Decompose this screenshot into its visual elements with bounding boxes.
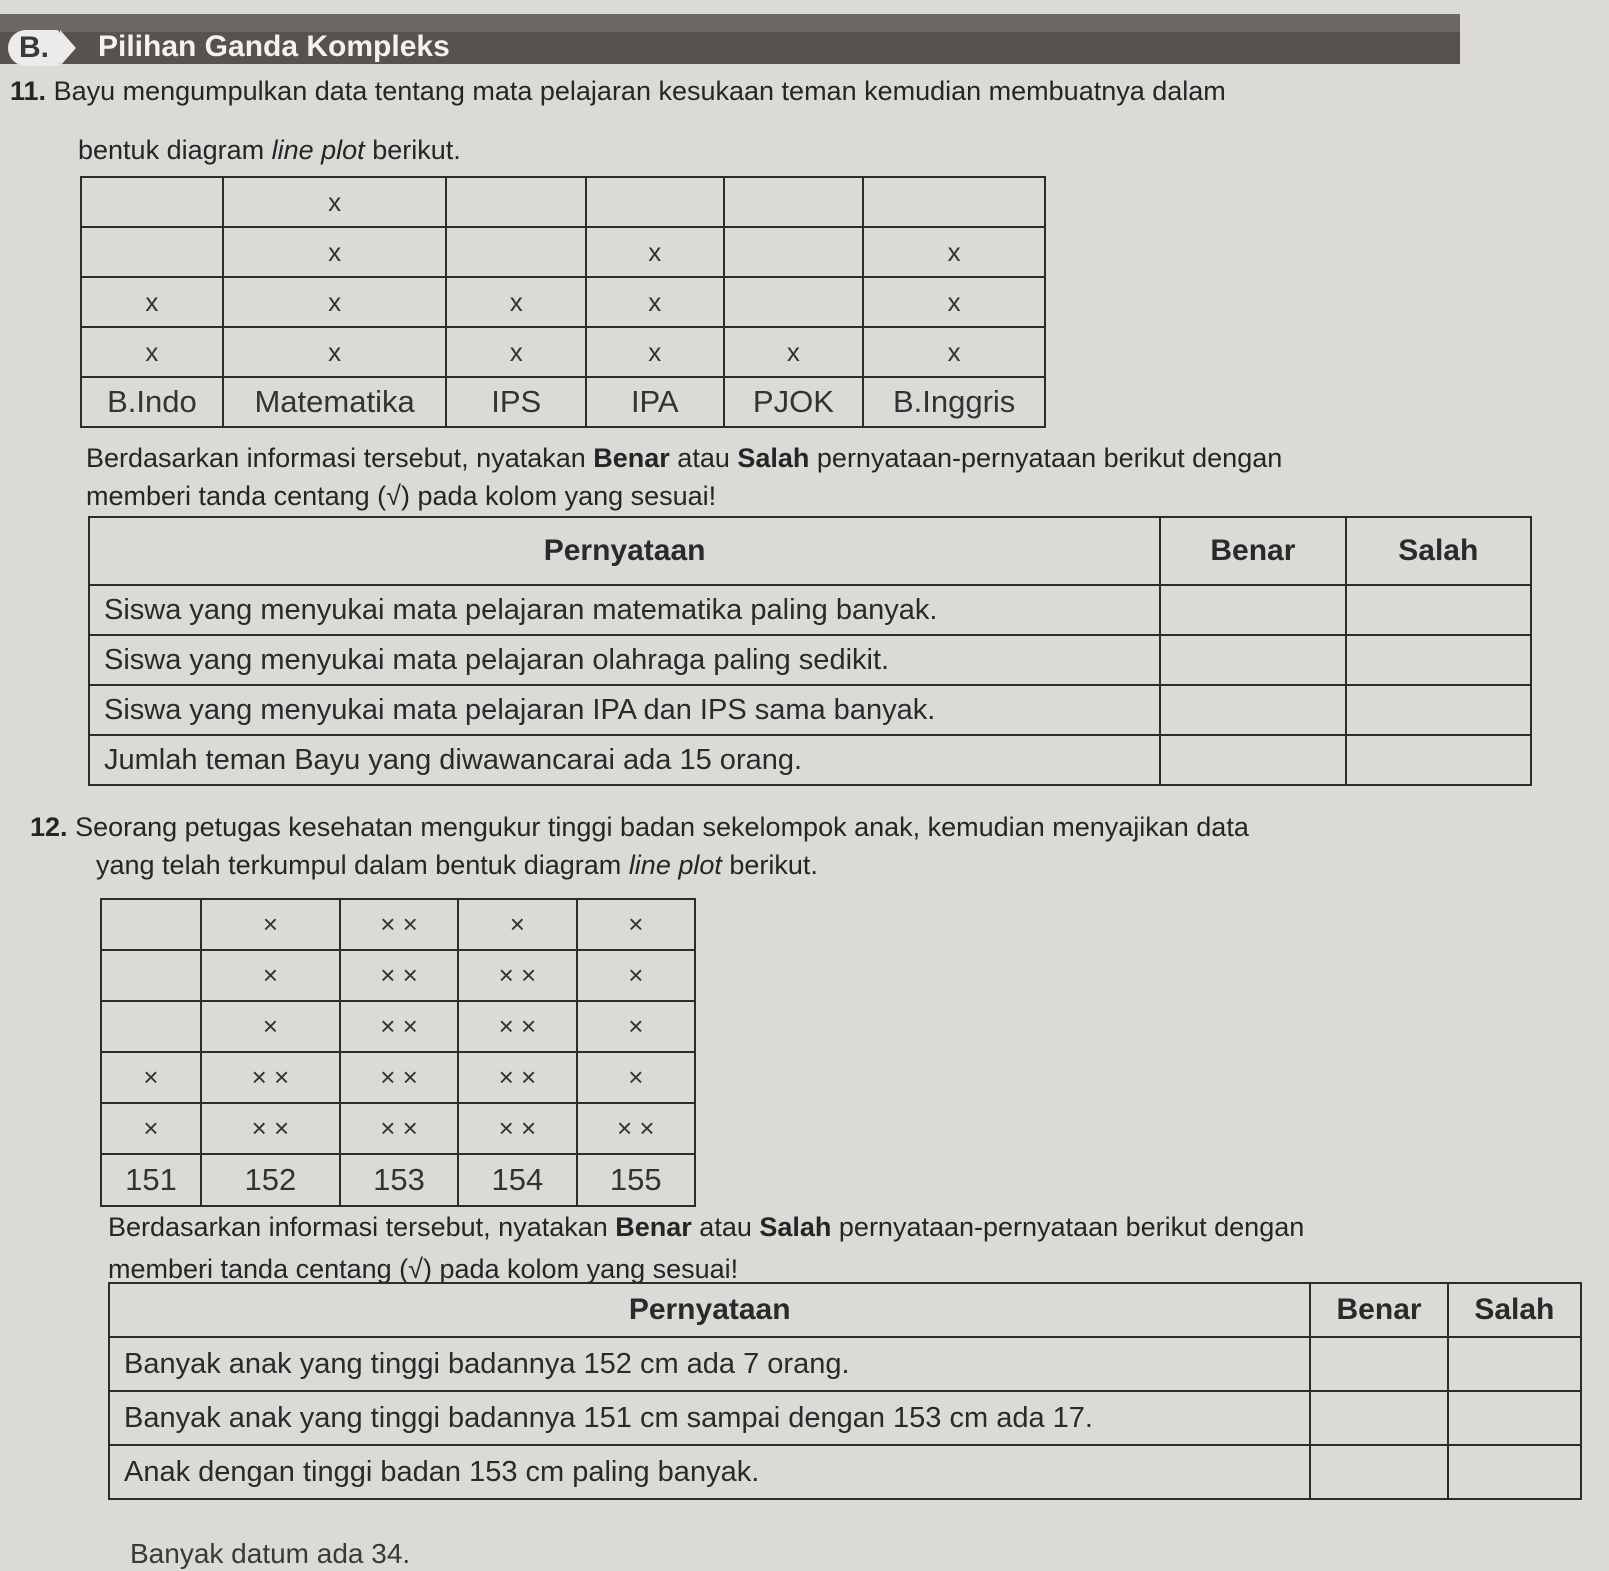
- q11-number: 11.: [10, 76, 47, 106]
- statement-text: Banyak anak yang tinggi badannya 152 cm ada 7 orang.: [109, 1337, 1310, 1391]
- plot-cell: × ×: [201, 1052, 340, 1103]
- plot-row: [81, 327, 1045, 377]
- plot-cell: × ×: [458, 1103, 576, 1154]
- q12-line2: [96, 850, 818, 881]
- statement-text: Siswa yang menyukai mata pelajaran IPA dan IPS sama banyak.: [89, 685, 1160, 735]
- plot-cell: ×: [577, 1052, 695, 1103]
- q12-number: 12.: [30, 812, 68, 842]
- statement-row: [89, 635, 1531, 685]
- plot-category-label: IPA: [586, 377, 724, 427]
- plot-cell: × ×: [458, 950, 576, 1001]
- salah-checkbox-cell[interactable]: [1448, 1391, 1581, 1445]
- q12-line-plot: [100, 898, 696, 1207]
- q12-line2-pre: yang telah terkumpul dalam bentuk diagram: [96, 850, 629, 880]
- benar-checkbox-cell[interactable]: [1160, 585, 1345, 635]
- plot-category-label: Matematika: [223, 377, 447, 427]
- plot-cell: × ×: [340, 899, 458, 950]
- plot-category-label: 151: [101, 1154, 201, 1206]
- plot-cell: × ×: [340, 1052, 458, 1103]
- plot-cell: [81, 177, 223, 227]
- q11-instr-post: pernyataan-pernyataan berikut dengan: [809, 443, 1283, 473]
- statement-row: [109, 1337, 1581, 1391]
- q12-instr-pre: Berdasarkan informasi tersebut, nyatakan: [108, 1212, 616, 1242]
- q12-instruction-2: memberi tanda centang (√) pada kolom yang sesuai!: [108, 1254, 739, 1284]
- plot-category-label: 155: [577, 1154, 695, 1206]
- plot-row: [101, 1001, 695, 1052]
- statement-header-row: [109, 1283, 1581, 1337]
- plot-cell: x: [81, 277, 223, 327]
- q11-instruction-1: [86, 443, 1282, 474]
- benar-header: Benar: [1310, 1283, 1447, 1337]
- q11-line-plot: [80, 176, 1046, 428]
- plot-cell: ×: [577, 1001, 695, 1052]
- q11-line1: [10, 76, 1226, 107]
- q11-instruction-2: memberi tanda centang (√) pada kolom yang sesuai!: [86, 481, 717, 511]
- q11-instr-pre: Berdasarkan informasi tersebut, nyatakan: [86, 443, 594, 473]
- plot-row: [81, 277, 1045, 327]
- plot-cell: x: [586, 277, 724, 327]
- salah-header: Salah: [1448, 1283, 1581, 1337]
- plot-cell: ×: [101, 1052, 201, 1103]
- plot-label-row: [101, 1154, 695, 1206]
- plot-category-label: PJOK: [724, 377, 864, 427]
- salah-checkbox-cell[interactable]: [1448, 1337, 1581, 1391]
- plot-row: [101, 899, 695, 950]
- statement-row: [109, 1391, 1581, 1445]
- plot-cell: [101, 950, 201, 1001]
- plot-row: [101, 1052, 695, 1103]
- statement-row: [89, 585, 1531, 635]
- plot-cell: [446, 177, 586, 227]
- plot-cell: × ×: [458, 1001, 576, 1052]
- plot-cell: ×: [101, 1103, 201, 1154]
- q11-instr-benar: Benar: [593, 443, 670, 473]
- plot-cell: ×: [201, 950, 340, 1001]
- plot-cell: x: [446, 277, 586, 327]
- plot-cell: [724, 177, 864, 227]
- benar-checkbox-cell[interactable]: [1160, 685, 1345, 735]
- plot-cell: x: [863, 277, 1045, 327]
- q11-line2: [78, 135, 461, 166]
- salah-checkbox-cell[interactable]: [1448, 1445, 1581, 1499]
- benar-checkbox-cell[interactable]: [1160, 635, 1345, 685]
- plot-cell: x: [223, 177, 447, 227]
- plot-cell: x: [81, 327, 223, 377]
- plot-cell: ×: [201, 1001, 340, 1052]
- statement-text: Siswa yang menyukai mata pelajaran olahraga paling sedikit.: [89, 635, 1160, 685]
- plot-label-row: [81, 377, 1045, 427]
- plot-cell: x: [223, 277, 447, 327]
- statement-text: Siswa yang menyukai mata pelajaran matematika paling banyak.: [89, 585, 1160, 635]
- q11-text-line1: Bayu mengumpulkan data tentang mata pelajaran kesukaan teman kemudian membuatnya dalam: [53, 76, 1226, 106]
- plot-category-label: B.Inggris: [863, 377, 1045, 427]
- plot-cell: × ×: [340, 1001, 458, 1052]
- statement-row: [89, 685, 1531, 735]
- benar-checkbox-cell[interactable]: [1160, 735, 1345, 785]
- plot-category-label: 154: [458, 1154, 576, 1206]
- q11-instr-salah: Salah: [737, 443, 810, 473]
- plot-cell: [101, 1001, 201, 1052]
- statement-header: Pernyataan: [109, 1283, 1310, 1337]
- q11-line2-em: line plot: [271, 135, 365, 165]
- plot-row: [101, 1103, 695, 1154]
- q11-statement-table: [88, 516, 1532, 786]
- plot-row: [101, 950, 695, 1001]
- q12-instr-mid: atau: [691, 1212, 760, 1242]
- plot-cell: [586, 177, 724, 227]
- q12-instr-salah: Salah: [759, 1212, 832, 1242]
- salah-checkbox-cell[interactable]: [1346, 585, 1531, 635]
- plot-cell: ×: [201, 899, 340, 950]
- statement-header: Pernyataan: [89, 517, 1160, 585]
- plot-cell: x: [863, 227, 1045, 277]
- plot-cell: x: [586, 327, 724, 377]
- q11-instr-mid: atau: [669, 443, 738, 473]
- plot-category-label: 152: [201, 1154, 340, 1206]
- plot-cell: x: [724, 327, 864, 377]
- q12-line2-em: line plot: [628, 850, 722, 880]
- plot-cell: ×: [458, 899, 576, 950]
- q12-instruction-1: [108, 1212, 1304, 1243]
- benar-checkbox-cell[interactable]: [1310, 1445, 1447, 1499]
- statement-row: [89, 735, 1531, 785]
- plot-cell: × ×: [340, 1103, 458, 1154]
- statement-header-row: [89, 517, 1531, 585]
- plot-cell: × ×: [458, 1052, 576, 1103]
- section-letter: B.: [19, 31, 49, 64]
- plot-row: [81, 227, 1045, 277]
- plot-cell: × ×: [340, 950, 458, 1001]
- q12-line2-post: berikut.: [721, 850, 818, 880]
- section-letter-badge: [8, 30, 60, 66]
- benar-checkbox-cell[interactable]: [1310, 1337, 1447, 1391]
- section-title: Pilihan Ganda Kompleks: [98, 30, 450, 63]
- salah-checkbox-cell[interactable]: [1346, 635, 1531, 685]
- q12-instr-post: pernyataan-pernyataan berikut dengan: [831, 1212, 1305, 1242]
- q12-cut-off-row-text: Banyak datum ada 34.: [130, 1538, 411, 1569]
- plot-cell: x: [446, 327, 586, 377]
- plot-cell: [724, 277, 864, 327]
- q12-text-line1: Seorang petugas kesehatan mengukur tinggi badan sekelompok anak, kemudian menyajikan data: [75, 812, 1249, 842]
- plot-cell: [101, 899, 201, 950]
- statement-row: [109, 1445, 1581, 1499]
- plot-cell: x: [863, 327, 1045, 377]
- q12-instr-benar: Benar: [615, 1212, 692, 1242]
- plot-cell: [863, 177, 1045, 227]
- salah-checkbox-cell[interactable]: [1346, 735, 1531, 785]
- plot-category-label: IPS: [446, 377, 586, 427]
- plot-cell: × ×: [577, 1103, 695, 1154]
- plot-cell: × ×: [201, 1103, 340, 1154]
- q11-line2-pre: bentuk diagram: [78, 135, 272, 165]
- plot-cell: [81, 227, 223, 277]
- salah-header: Salah: [1346, 517, 1531, 585]
- plot-cell: x: [223, 327, 447, 377]
- benar-checkbox-cell[interactable]: [1310, 1391, 1447, 1445]
- benar-header: Benar: [1160, 517, 1345, 585]
- plot-row: [81, 177, 1045, 227]
- salah-checkbox-cell[interactable]: [1346, 685, 1531, 735]
- section-arrow-icon: [60, 30, 76, 66]
- plot-cell: [446, 227, 586, 277]
- plot-cell: ×: [577, 950, 695, 1001]
- plot-cell: x: [586, 227, 724, 277]
- plot-category-label: B.Indo: [81, 377, 223, 427]
- plot-cell: ×: [577, 899, 695, 950]
- q12-statement-table: [108, 1282, 1582, 1500]
- plot-category-label: 153: [340, 1154, 458, 1206]
- statement-text: Anak dengan tinggi badan 153 cm paling banyak.: [109, 1445, 1310, 1499]
- q11-line2-post: berikut.: [364, 135, 461, 165]
- statement-text: Jumlah teman Bayu yang diwawancarai ada 15 orang.: [89, 735, 1160, 785]
- plot-cell: x: [223, 227, 447, 277]
- plot-cell: [724, 227, 864, 277]
- q12-line1: [30, 812, 1249, 843]
- statement-text: Banyak anak yang tinggi badannya 151 cm sampai dengan 153 cm ada 17.: [109, 1391, 1310, 1445]
